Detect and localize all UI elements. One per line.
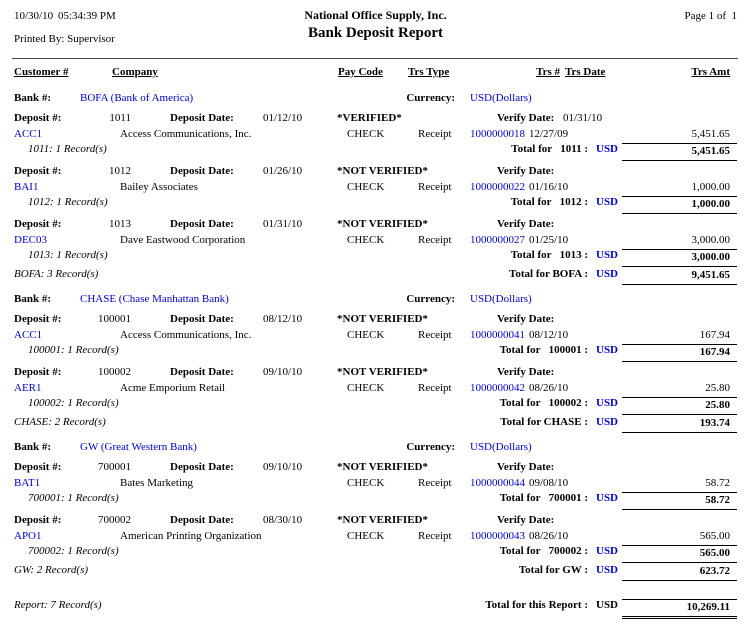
deposit-record-count: 700002: 1 Record(s) (28, 545, 119, 557)
deposit-total-amount: 5,451.65 (622, 143, 737, 161)
deposit-subtotal-row (0, 492, 751, 511)
deposit-header (0, 461, 751, 477)
customer-code-link[interactable]: ACC1 (14, 329, 43, 341)
deposit-record-count: 100001: 1 Record(s) (28, 344, 119, 356)
deposit-record-count: 700001: 1 Record(s) (28, 492, 119, 504)
verify-status: *NOT VERIFIED* (337, 514, 428, 526)
deposit-header (0, 165, 751, 181)
bank-total-currency[interactable]: USD (596, 564, 619, 576)
verify-date-label: Verify Date: (497, 313, 555, 325)
currency-link[interactable]: USD(Dollars) (470, 293, 532, 305)
deposit-number: 1011 (109, 112, 131, 124)
currency-link[interactable]: USD(Dollars) (470, 441, 532, 453)
transaction-amount: 58.72 (705, 477, 730, 489)
verify-date-label: Verify Date: (497, 112, 555, 124)
deposit-number-label: Deposit #: (14, 461, 62, 473)
deposit-date: 09/10/10 (263, 366, 303, 378)
deposit-total-label: Total for 700002 : (499, 545, 588, 557)
verify-date-label: Verify Date: (497, 366, 555, 378)
transaction-amount: 167.94 (699, 329, 730, 341)
deposit-total-currency[interactable]: USD (596, 143, 619, 155)
pay-code: CHECK (347, 329, 385, 341)
deposit-subtotal-row (0, 344, 751, 363)
currency-label: Currency: (406, 441, 455, 453)
pay-code: CHECK (347, 530, 385, 542)
header-divider (12, 58, 738, 59)
report-title: Bank Deposit Report (307, 25, 443, 41)
col-trs-amt: Trs Amt (691, 66, 730, 78)
company-name: Access Communications, Inc. (120, 329, 252, 341)
report-body (0, 84, 751, 583)
verify-date-label: Verify Date: (497, 218, 555, 230)
deposit-header (0, 218, 751, 234)
deposit-subtotal-row (0, 249, 751, 268)
bank-record-count: GW: 2 Record(s) (14, 564, 89, 576)
trs-type: Receipt (418, 234, 452, 246)
bank-total-row (0, 416, 751, 435)
verify-status: *NOT VERIFIED* (337, 366, 428, 378)
trs-type: Receipt (418, 530, 452, 542)
pay-code: CHECK (347, 128, 385, 140)
verify-date-label: Verify Date: (497, 461, 555, 473)
customer-code-link[interactable]: BAT1 (14, 477, 41, 489)
transaction-number-link[interactable]: 1000000027 (470, 234, 525, 246)
bank-record-count: BOFA: 3 Record(s) (14, 268, 99, 280)
deposit-number: 100001 (98, 313, 131, 325)
report-header (0, 0, 751, 60)
deposit-total-amount: 167.94 (622, 344, 737, 362)
bank-total-label: Total for BOFA : (509, 268, 588, 280)
bank-name-link[interactable]: CHASE (Chase Manhattan Bank) (80, 293, 229, 305)
deposit-record-count: 1011: 1 Record(s) (28, 143, 107, 155)
bank-name-link[interactable]: BOFA (Bank of America) (80, 92, 194, 104)
bank-name-link[interactable]: GW (Great Western Bank) (80, 441, 197, 453)
bank-record-count: CHASE: 2 Record(s) (14, 416, 106, 428)
deposit-header (0, 366, 751, 382)
printed-by: Printed By: Supervisor (14, 33, 115, 45)
deposit-total-amount: 565.00 (622, 545, 737, 563)
report-total-amount: 10,269.11 (622, 599, 737, 619)
deposit-number-label: Deposit #: (14, 366, 62, 378)
transaction-number-link[interactable]: 1000000018 (470, 128, 525, 140)
col-trs-date: Trs Date (565, 66, 606, 78)
transaction-amount: 1,000.00 (691, 181, 730, 193)
deposit-subtotal-row (0, 397, 751, 416)
bank-total-currency[interactable]: USD (596, 268, 619, 280)
deposit-date: 01/31/10 (263, 218, 303, 230)
deposit-number: 1013 (109, 218, 131, 230)
transaction-amount: 25.80 (705, 382, 730, 394)
deposit-header (0, 514, 751, 530)
company-name: Dave Eastwood Corporation (120, 234, 246, 246)
bank-number-label: Bank #: (14, 441, 51, 453)
deposit-subtotal-row (0, 143, 751, 162)
company-name: Bailey Associates (120, 181, 198, 193)
col-customer: Customer # (14, 66, 69, 78)
deposit-total-label: Total for 700001 : (499, 492, 588, 504)
currency-link[interactable]: USD(Dollars) (470, 92, 532, 104)
customer-code-link[interactable]: DEC03 (14, 234, 47, 246)
deposit-date: 01/12/10 (263, 112, 303, 124)
company-name: Acme Emporium Retail (120, 382, 226, 394)
verify-date-label: Verify Date: (497, 165, 555, 177)
transaction-amount: 565.00 (699, 530, 730, 542)
report-total-label: Total for this Report : (485, 599, 588, 611)
deposit-total-label: Total for 100001 : (499, 344, 588, 356)
transaction-row (0, 234, 751, 249)
col-trs-type: Trs Type (408, 66, 450, 78)
bank-total-amount: 9,451.65 (622, 268, 737, 285)
deposit-number: 700002 (98, 514, 131, 526)
deposit-number-label: Deposit #: (14, 514, 62, 526)
deposit-date-label: Deposit Date: (170, 165, 234, 177)
transaction-date: 09/08/10 (529, 477, 569, 489)
pay-code: CHECK (347, 477, 385, 489)
deposit-date-label: Deposit Date: (170, 218, 234, 230)
transaction-date: 08/26/10 (529, 530, 569, 542)
verify-status: *NOT VERIFIED* (337, 165, 428, 177)
deposit-subtotal-row (0, 545, 751, 564)
deposit-total-currency[interactable]: USD (596, 545, 619, 557)
deposit-header (0, 112, 751, 128)
transaction-number-link[interactable]: 1000000022 (470, 181, 525, 193)
transaction-date: 01/25/10 (529, 234, 569, 246)
transaction-date: 08/26/10 (529, 382, 569, 394)
deposit-date-label: Deposit Date: (170, 313, 234, 325)
bank-group-header (0, 441, 751, 458)
deposit-total-label: Total for 100002 : (499, 397, 588, 409)
print-time: 05:34:39 PM (58, 10, 116, 22)
deposit-date-label: Deposit Date: (170, 112, 234, 124)
deposit-number-label: Deposit #: (14, 313, 62, 325)
report-record-count: Report: 7 Record(s) (14, 599, 102, 611)
deposit-header (0, 313, 751, 329)
deposit-date-label: Deposit Date: (170, 461, 234, 473)
deposit-total-currency[interactable]: USD (596, 249, 619, 261)
deposit-total-amount: 25.80 (622, 397, 737, 415)
deposit-total-label: Total for 1013 : (510, 249, 588, 261)
verify-date-label: Verify Date: (497, 514, 555, 526)
bank-group-header (0, 293, 751, 310)
transaction-amount: 5,451.65 (691, 128, 730, 140)
bank-total-row (0, 564, 751, 583)
deposit-total-currency[interactable]: USD (596, 344, 619, 356)
transaction-number-link[interactable]: 1000000042 (470, 382, 525, 394)
trs-type: Receipt (418, 329, 452, 341)
customer-code-link[interactable]: BAI1 (14, 181, 39, 193)
deposit-number-label: Deposit #: (14, 218, 62, 230)
col-company: Company (112, 66, 158, 78)
deposit-total-label: Total for 1011 : (511, 143, 588, 155)
report-total-row (0, 599, 751, 623)
verify-status: *VERIFIED* (337, 112, 402, 124)
transaction-row (0, 530, 751, 545)
bank-total-label: Total for GW : (518, 564, 588, 576)
bank-total-amount: 623.72 (622, 564, 737, 581)
deposit-total-amount: 1,000.00 (622, 196, 737, 214)
verify-date: 01/31/10 (563, 112, 603, 124)
currency-label: Currency: (406, 293, 455, 305)
deposit-record-count: 100002: 1 Record(s) (28, 397, 119, 409)
deposit-number: 700001 (98, 461, 131, 473)
transaction-date: 01/16/10 (529, 181, 569, 193)
report-total-currency: USD (596, 599, 619, 611)
bank-number-label: Bank #: (14, 92, 51, 104)
bank-total-currency[interactable]: USD (596, 416, 619, 428)
company-name: Bates Marketing (120, 477, 194, 489)
customer-code-link[interactable]: AER1 (14, 382, 42, 394)
deposit-subtotal-row (0, 196, 751, 215)
verify-status: *NOT VERIFIED* (337, 461, 428, 473)
transaction-date: 12/27/09 (529, 128, 569, 140)
col-trs-num: Trs # (536, 66, 560, 78)
col-pay-code: Pay Code (338, 66, 383, 78)
transaction-row (0, 382, 751, 397)
bank-total-row (0, 268, 751, 287)
company-name: Access Communications, Inc. (120, 128, 252, 140)
pay-code: CHECK (347, 234, 385, 246)
company-name: American Printing Organization (120, 530, 262, 542)
trs-type: Receipt (418, 128, 452, 140)
deposit-date: 08/12/10 (263, 313, 303, 325)
trs-type: Receipt (418, 382, 452, 394)
bank-number-label: Bank #: (14, 293, 51, 305)
page-indicator: Page 1 of 1 (684, 10, 737, 22)
transaction-row (0, 477, 751, 492)
deposit-total-label: Total for 1012 : (510, 196, 588, 208)
bank-total-amount: 193.74 (622, 416, 737, 433)
deposit-total-amount: 3,000.00 (622, 249, 737, 267)
deposit-date: 08/30/10 (263, 514, 303, 526)
pay-code: CHECK (347, 382, 385, 394)
verify-status: *NOT VERIFIED* (337, 218, 428, 230)
deposit-date-label: Deposit Date: (170, 514, 234, 526)
verify-status: *NOT VERIFIED* (337, 313, 428, 325)
transaction-number-link[interactable]: 1000000043 (470, 530, 525, 542)
customer-code-link[interactable]: ACC1 (14, 128, 43, 140)
deposit-number: 100002 (98, 366, 131, 378)
deposit-date-label: Deposit Date: (170, 366, 234, 378)
bank-total-label: Total for CHASE : (500, 416, 588, 428)
column-headers (0, 60, 751, 84)
transaction-row (0, 329, 751, 344)
transaction-row (0, 128, 751, 143)
trs-type: Receipt (418, 477, 452, 489)
currency-label: Currency: (406, 92, 455, 104)
transaction-row (0, 181, 751, 196)
deposit-record-count: 1013: 1 Record(s) (28, 249, 108, 261)
deposit-date: 09/10/10 (263, 461, 303, 473)
transaction-number-link[interactable]: 1000000041 (470, 329, 525, 341)
print-date: 10/30/10 (14, 10, 54, 22)
bank-group-header (0, 92, 751, 109)
company-name: National Office Supply, Inc. (304, 8, 447, 22)
transaction-number-link[interactable]: 1000000044 (470, 477, 525, 489)
deposit-total-currency[interactable]: USD (596, 492, 619, 504)
deposit-total-currency[interactable]: USD (596, 196, 619, 208)
customer-code-link[interactable]: APO1 (14, 530, 42, 542)
deposit-number: 1012 (109, 165, 131, 177)
deposit-total-currency[interactable]: USD (596, 397, 619, 409)
transaction-amount: 3,000.00 (691, 234, 730, 246)
trs-type: Receipt (418, 181, 452, 193)
pay-code: CHECK (347, 181, 385, 193)
deposit-number-label: Deposit #: (14, 165, 62, 177)
deposit-date: 01/26/10 (263, 165, 303, 177)
deposit-number-label: Deposit #: (14, 112, 62, 124)
deposit-total-amount: 58.72 (622, 492, 737, 510)
deposit-record-count: 1012: 1 Record(s) (28, 196, 108, 208)
transaction-date: 08/12/10 (529, 329, 569, 341)
